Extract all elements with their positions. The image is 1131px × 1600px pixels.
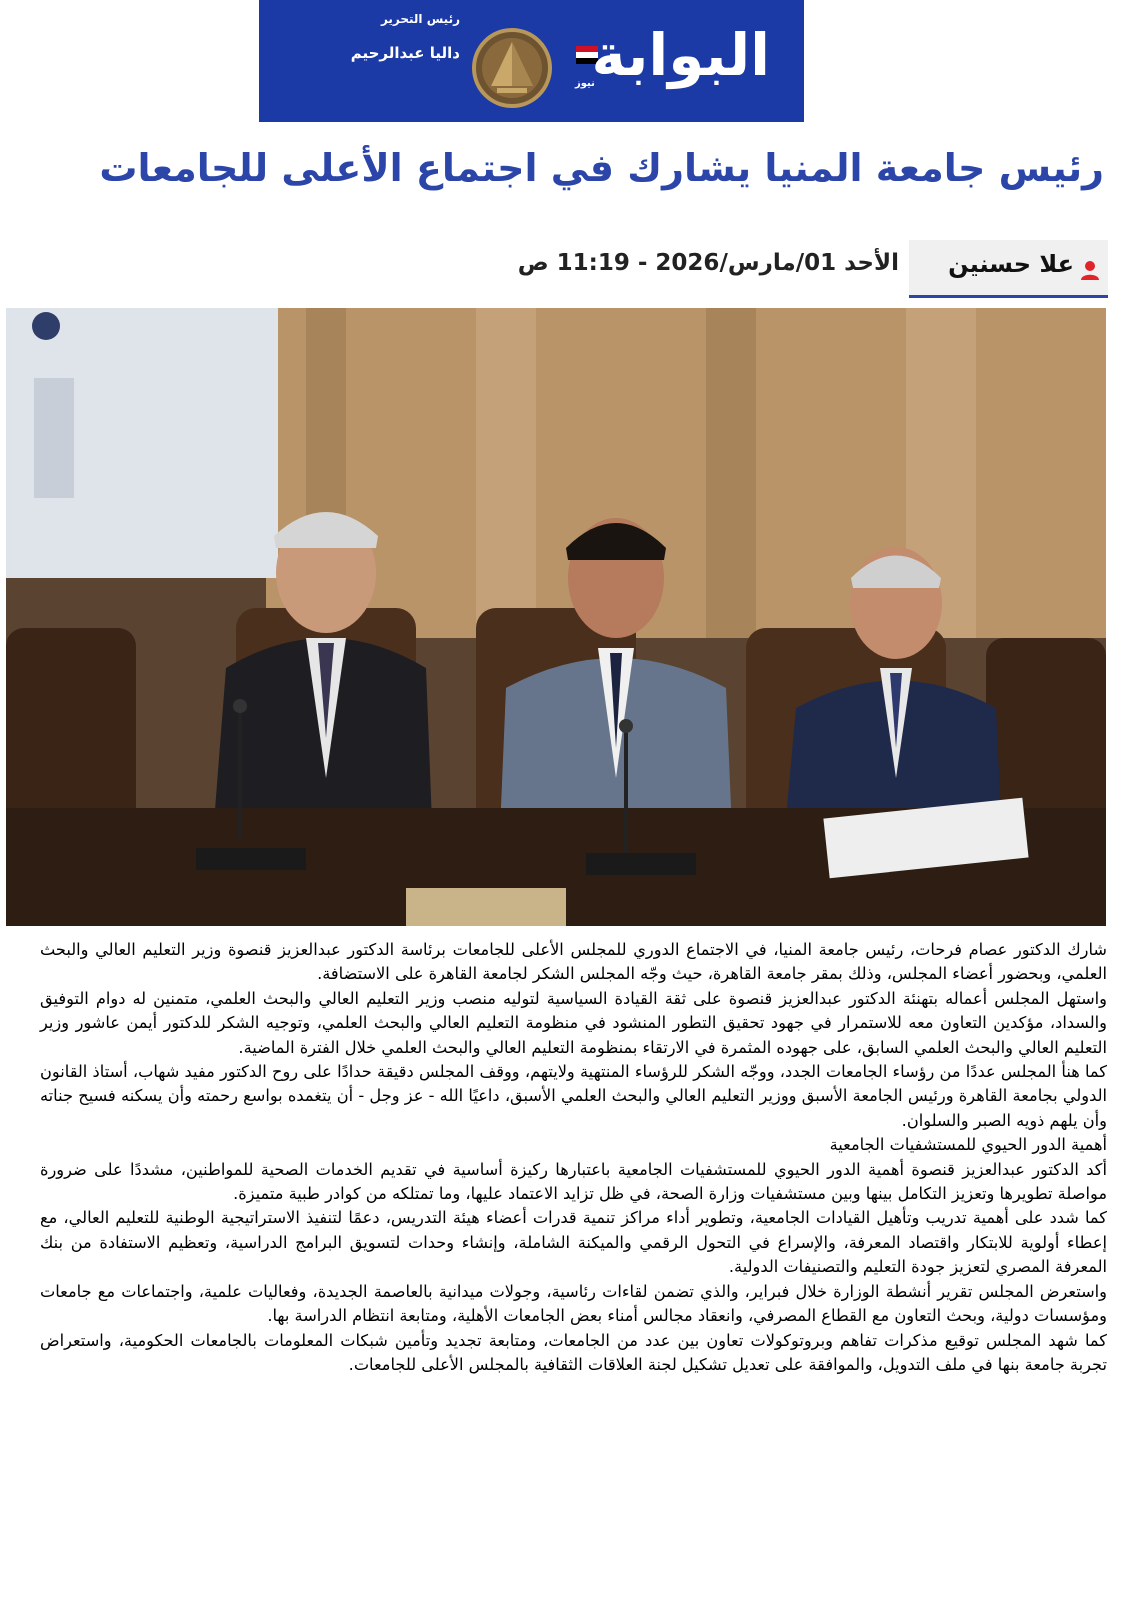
article-photo — [6, 308, 1106, 926]
editor-in-chief-block — [259, 0, 464, 122]
pyramid-emblem-icon — [471, 24, 553, 112]
article-paragraph: كما شهد المجلس توقيع مذكرات تفاهم وبروتوكولات تعاون بين عدد من الجامعات، ومتابعة تجديد وتأمين شبكات المعلومات بالجامعات الحكومية، واستعراض تجربة جامعة بنها في ملف التدويل، والموافقة على تعديل تشكيل لجنة العلاقات الثقافية بالمجلس الأعلى للجامعات. — [40, 1330, 1107, 1374]
article-body — [40, 938, 1107, 1377]
article-paragraph: كما شدد على أهمية تدريب وتأهيل القيادات الجامعية، وتطوير أداء مراكز تنمية قدرات أعضاء هيئة التدريس، دعمًا لتنفيذ الاستراتيجية الوطنية للتعليم العالي، مع إعطاء أولوية للابتكار واقتصاد المعرفة، والإسراع في التحول الرقمي والميكنة الشاملة، وإنشاء وحدات لتسويق البرامج الدراسية، وتعظيم الاستفادة من بنك المعرفة المصري لتعزيز جودة التعليم والتصنيفات الدولية. — [40, 1208, 1107, 1277]
editor-name: داليا عبدالرحيم — [350, 44, 460, 62]
article-headline: رئيس جامعة المنيا يشارك في اجتماع الأعلى للجامعات — [99, 146, 1104, 190]
article-paragraph: واستهل المجلس أعماله بتهنئة الدكتور عبدالعزيز قنصوة على ثقة القيادة السياسية لتوليه منصب وزير التعليم العالي والبحث العلمي، متمنين له دوام التوفيق والسداد، مؤكدين التعاون معه للاستمرار في جهود تحقيق التطور المنشود في منظومة التعليم العالي والبحث العلمي، وتوجيه الشكر للدكتور أيمن عاشور وزير التعليم العالي والبحث العلمي السابق، على جهوده المثمرة في الارتقاء بمنظومة التعليم العالي والبحث العلمي خلال الفترة الماضية. — [40, 988, 1107, 1057]
author-name: علا حسنين — [948, 250, 1074, 278]
site-logo-sub: نيوز — [575, 78, 595, 89]
masthead — [259, 0, 804, 122]
post-date: الأحد 01/مارس/2026 - 11:19 ص — [517, 250, 899, 276]
article-paragraph: كما هنأ المجلس عددًا من رؤساء الجامعات الجدد، ووجّه الشكر للرؤساء المنتهية ولايتهم، ووقف المجلس دقيقة حدادًا على روح الدكتور مفيد شهاب، أستاذ القانون الدولي بجامعة القاهرة ورئيس الجامعة الأسبق ووزير التعليم العالي والبحث العلمي الأسبق، داعيًا الله - عز وجل - أن يتغمده بواسع رحمته وأن يسكنه فسيح جناته وأن يلهم ذويه الصبر والسلوان. — [40, 1062, 1107, 1130]
author-badge[interactable] — [909, 240, 1108, 298]
site-logo[interactable]: البوابة — [591, 21, 770, 89]
article-paragraph: واستعرض المجلس تقرير أنشطة الوزارة خلال فبراير، والذي تضمن لقاءات رئاسية، وجولات ميدانية بالعاصمة الجديدة، وفعاليات علمية، واجتماعات مع جامعات ومؤسسات دولية، وبحث التعاون مع القطاع المصرفي، وانعقاد مجالس أمناء بعض الجامعات الأهلية، ومتابعة انتظام الدراسة بها. — [40, 1281, 1107, 1326]
article-subheading: أهمية الدور الحيوي للمستشفيات الجامعية — [829, 1135, 1107, 1155]
editor-label: رئيس التحرير — [380, 12, 460, 26]
user-icon — [1080, 260, 1100, 280]
article-paragraph: شارك الدكتور عصام فرحات، رئيس جامعة المنيا، في الاجتماع الدوري للمجلس الأعلى للجامعات برئاسة الدكتور عبدالعزيز قنصوة وزير التعليم العالي والبحث العلمي، وبحضور أعضاء المجلس، وذلك بمقر جامعة القاهرة، حيث وجّه المجلس الشكر لجامعة القاهرة على الاستضافة. — [40, 940, 1107, 984]
article-paragraph: أكد الدكتور عبدالعزيز قنصوة أهمية الدور الحيوي للمستشفيات الجامعية باعتبارها ركيزة أساسية في تقديم الخدمات الصحية للمواطنين، مشددًا على ضرورة مواصلة تطويرها وتعزيز التكامل بينها وبين مستشفيات وزارة الصحة، في ظل تزايد الاعتماد عليها، وما تمتلكه من كوادر طبية متميزة. — [40, 1159, 1107, 1204]
